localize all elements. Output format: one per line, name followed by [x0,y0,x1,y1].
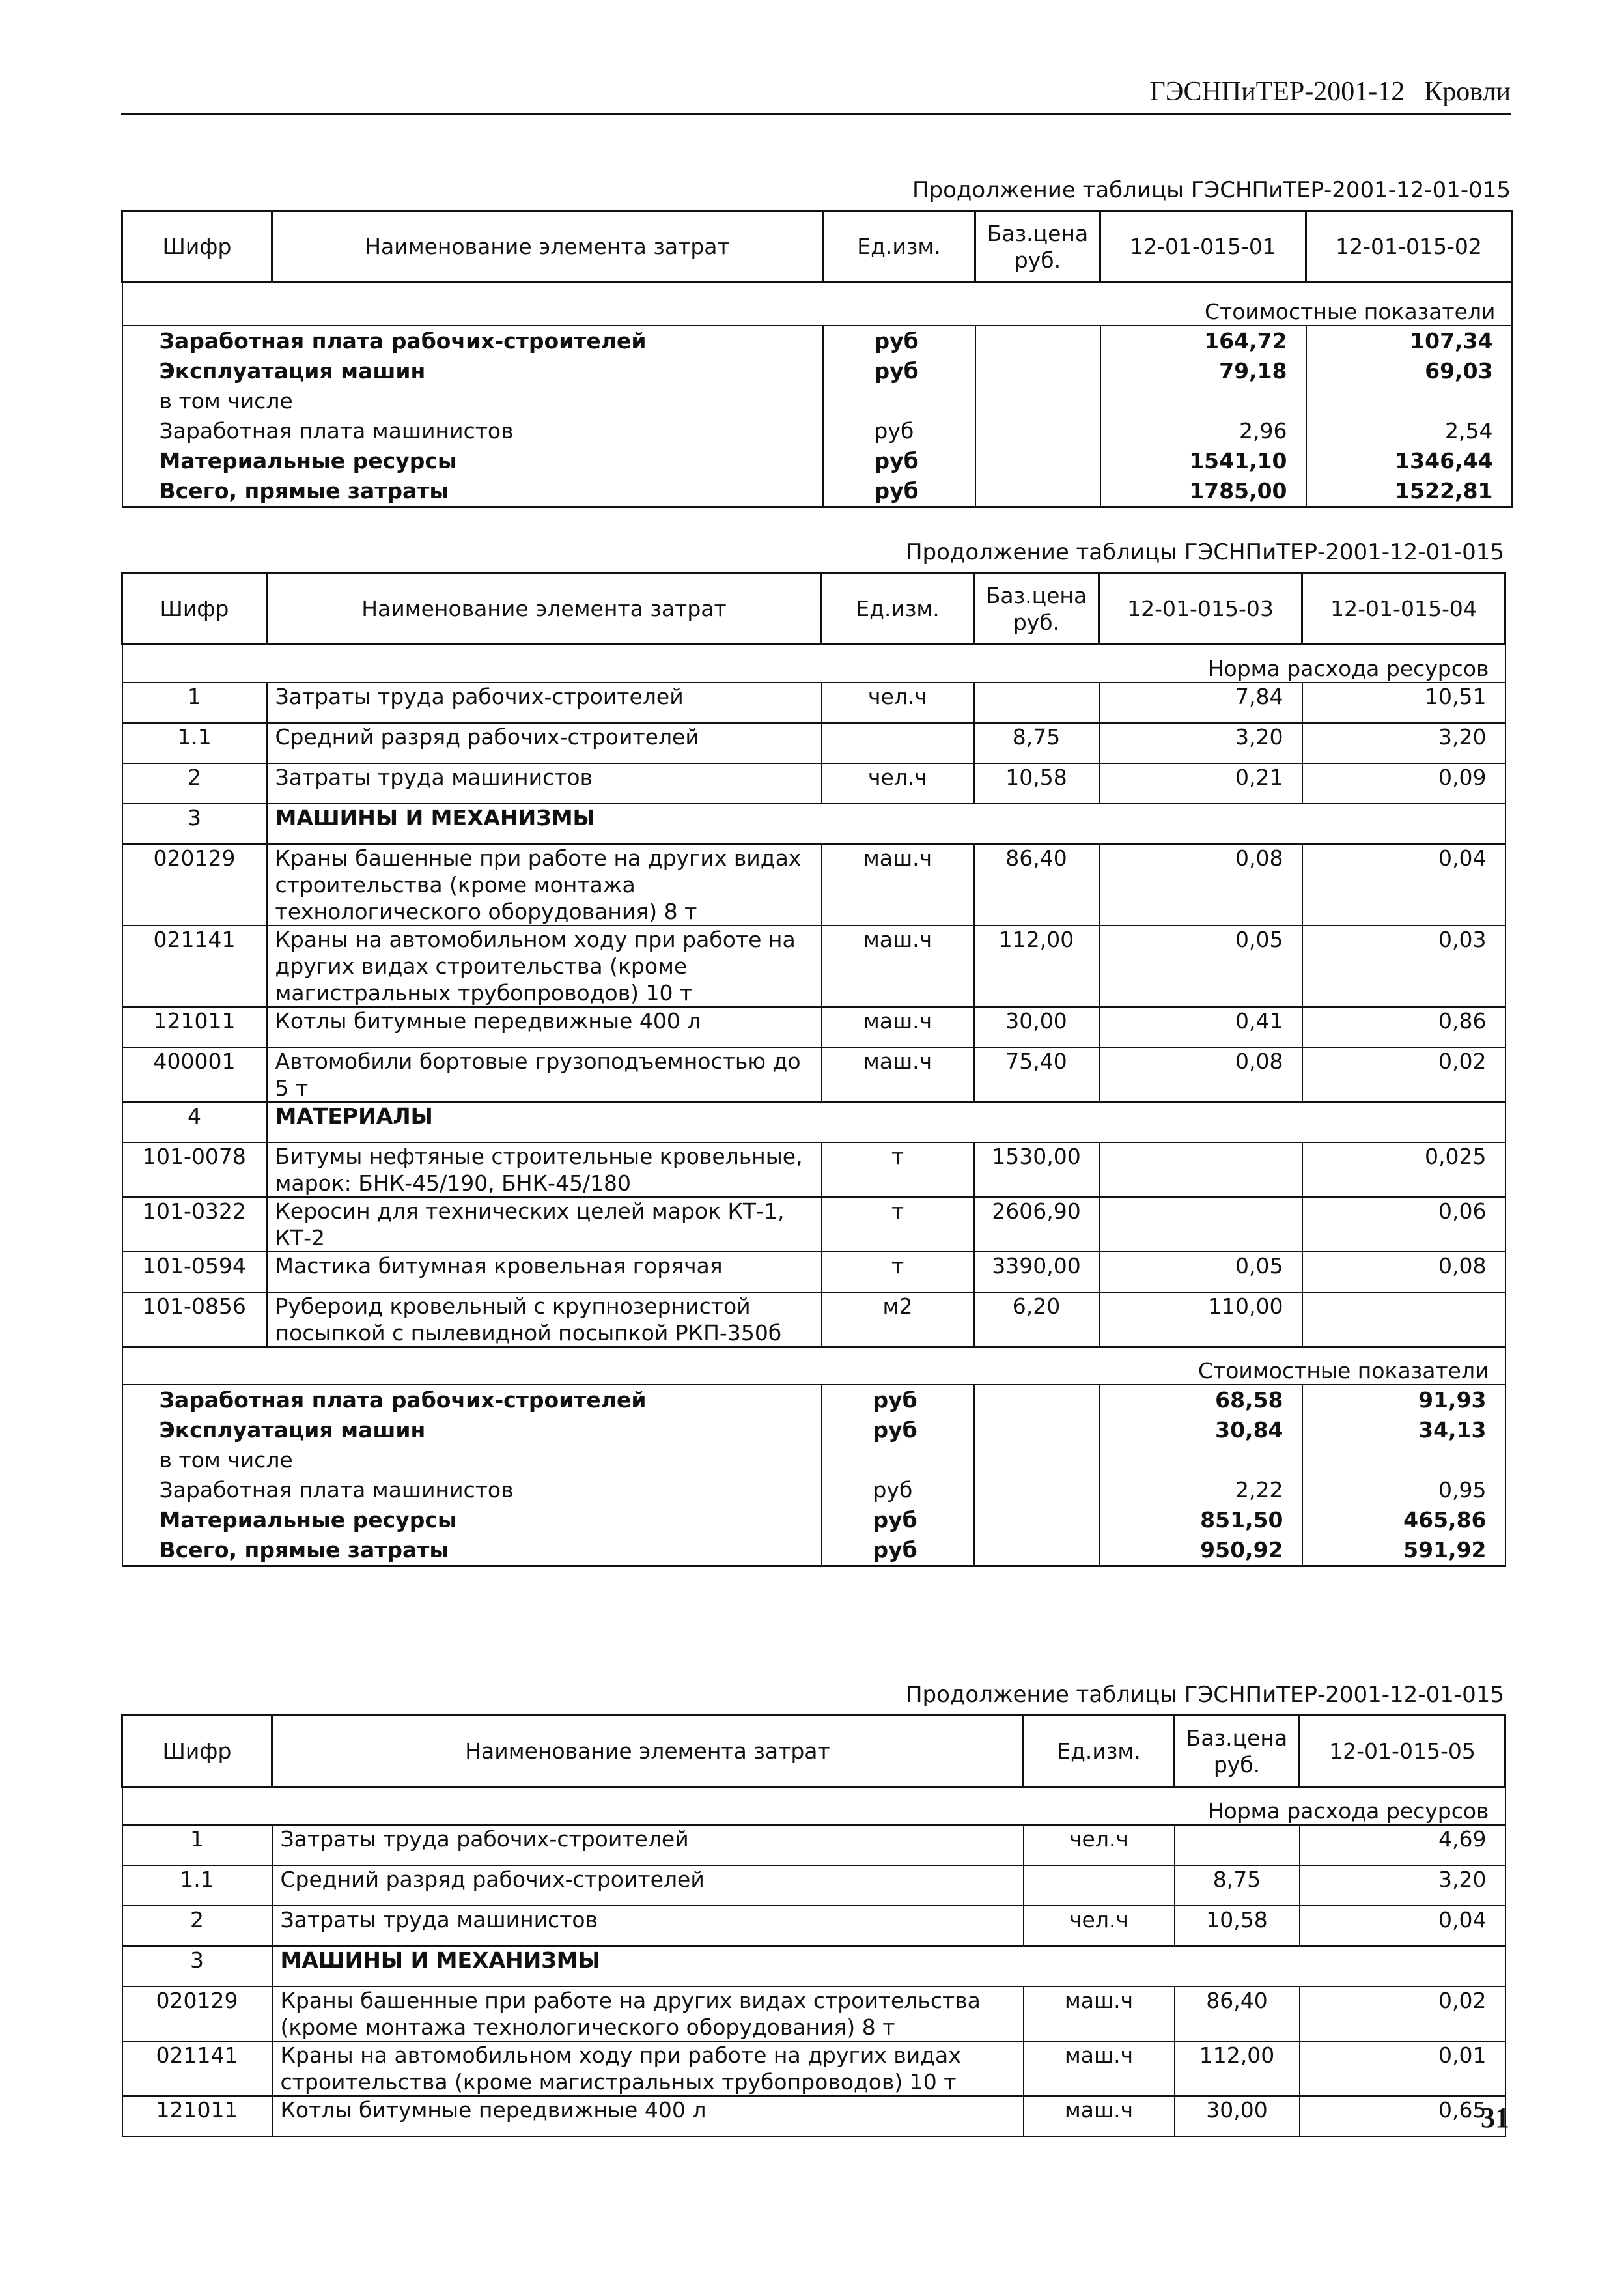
row-name: Краны башенные при работе на других видах строительства (кроме монтажа технологического оборудования) 8 т [267,844,822,926]
row-price: 86,40 [1175,1986,1300,2041]
cost-row-incl [122,386,1512,416]
row-code: 121011 [122,2096,272,2136]
cost-row-incl [122,1445,1505,1475]
table-row [122,1946,1505,1986]
row-price: 8,75 [1175,1865,1300,1906]
cost-value-a: 851,50 [1099,1505,1302,1535]
cost-label: Всего, прямые затраты [122,1535,822,1566]
table-row [122,1047,1505,1102]
cost-unit [823,386,975,416]
row-value-a: 110,00 [1099,1292,1302,1347]
cost-value-b: 1346,44 [1306,446,1512,476]
cost-value-a: 79,18 [1100,356,1306,386]
row-price: 2606,90 [974,1197,1099,1252]
cost-row-total [122,476,1512,507]
table2-continuation-caption: Продолжение таблицы ГЭСНПиТЕР-2001-12-01-015 [905,539,1504,565]
row-code: 021141 [122,926,267,1007]
row-value-a: 3,20 [1099,723,1302,763]
row-name: Автомобили бортовые грузоподъемностью до 5 т [267,1047,822,1102]
row-name: Затраты труда рабочих-строителей [267,683,822,723]
cost-label: Эксплуатация машин [122,356,823,386]
row-code: 1 [122,1825,272,1865]
cost-row-mach-wage [122,1475,1505,1505]
row-value-b: 0,06 [1302,1197,1505,1252]
cost-price-empty [975,446,1100,476]
table2-costs [122,1385,1505,1566]
cost-label: Заработная плата машинистов [122,1475,822,1505]
table-row [122,1825,1505,1865]
row-value-a: 7,84 [1099,683,1302,723]
row-value-b: 3,20 [1302,723,1505,763]
col-name-header: Наименование элемента затрат [272,211,823,283]
cost-label: Эксплуатация машин [122,1415,822,1445]
norm-band-label: Норма расхода ресурсов [122,645,1505,683]
row-code: 400001 [122,1047,267,1102]
col-name-header: Наименование элемента затрат [272,1716,1024,1787]
cost-value-b [1302,1445,1505,1475]
row-price: 8,75 [974,723,1099,763]
table1-costs [122,326,1512,507]
cost-unit [822,1445,974,1475]
cost-band-label: Стоимостные показатели [122,283,1512,326]
row-value-a: 0,02 [1300,1986,1505,2041]
row-price: 6,20 [974,1292,1099,1347]
cost-price-empty [975,386,1100,416]
row-code: 101-0322 [122,1197,267,1252]
norm-band-label: Норма расхода ресурсов [122,1787,1505,1825]
table-row [122,1865,1505,1906]
running-header [121,70,1511,115]
table3-continuation-caption: Продолжение таблицы ГЭСНПиТЕР-2001-12-01-015 [905,1682,1504,1708]
row-value-a [1099,1142,1302,1197]
row-name: Мастика битумная кровельная горячая [267,1252,822,1292]
table2 [121,572,1506,1567]
row-value-b: 10,51 [1302,683,1505,723]
table3 [121,1714,1506,2137]
cost-value-a: 68,58 [1099,1385,1302,1415]
row-value-a: 0,05 [1099,926,1302,1007]
row-price [1175,1825,1300,1865]
row-unit: т [822,1197,974,1252]
cost-unit: руб [822,1475,974,1505]
row-value-a: 0,21 [1099,763,1302,804]
row-code: 020129 [122,1986,272,2041]
cost-label: Заработная плата рабочих-строителей [122,1385,822,1415]
cost-price-empty [974,1385,1099,1415]
cost-unit: руб [823,446,975,476]
cost-value-b: 1522,81 [1306,476,1512,507]
row-price: 75,40 [974,1047,1099,1102]
cost-label: Материальные ресурсы [122,446,823,476]
cost-label: Заработная плата машинистов [122,416,823,446]
row-price: 30,00 [1175,2096,1300,2136]
table3-rows [122,1825,1505,2136]
row-value-a [1099,1197,1302,1252]
cost-unit: руб [822,1415,974,1445]
row-code: 2 [122,1906,272,1946]
table-row [122,926,1505,1007]
row-price: 30,00 [974,1007,1099,1047]
col-price-header: Баз.цена руб. [974,573,1099,645]
cost-label: Заработная плата рабочих-строителей [122,326,823,356]
cost-price-empty [974,1535,1099,1566]
section-title: МАТЕРИАЛЫ [267,1102,1505,1142]
row-value-b: 0,09 [1302,763,1505,804]
cost-unit: руб [823,356,975,386]
row-value-a: 3,20 [1300,1865,1505,1906]
cost-row-total [122,1535,1505,1566]
col-name-header: Наименование элемента затрат [267,573,822,645]
table1 [121,210,1513,508]
col-code-header: Шифр [122,211,272,283]
row-unit: маш.ч [1024,2041,1175,2096]
row-name: Затраты труда рабочих-строителей [272,1825,1024,1865]
row-code: 1.1 [122,723,267,763]
row-value-a: 0,65 [1300,2096,1505,2136]
cost-row-wage [122,1385,1505,1415]
row-code: 3 [122,804,267,844]
row-value-a: 0,04 [1300,1906,1505,1946]
row-unit [822,723,974,763]
row-unit: т [822,1142,974,1197]
row-value-a: 0,08 [1099,844,1302,926]
row-value-b [1302,1292,1505,1347]
header-section: Кровли [1424,77,1511,107]
row-code: 101-0856 [122,1292,267,1347]
row-name: Котлы битумные передвижные 400 л [267,1007,822,1047]
cost-price-empty [974,1415,1099,1445]
cost-value-a: 30,84 [1099,1415,1302,1445]
cost-value-a: 2,22 [1099,1475,1302,1505]
table-row [122,1102,1505,1142]
table-row [122,1007,1505,1047]
row-code: 021141 [122,2041,272,2096]
row-value-a: 4,69 [1300,1825,1505,1865]
col-price-header: Баз.цена руб. [975,211,1100,283]
row-value-b: 0,03 [1302,926,1505,1007]
cost-value-b: 2,54 [1306,416,1512,446]
row-unit: чел.ч [1024,1906,1175,1946]
row-name: Котлы битумные передвижные 400 л [272,2096,1024,2136]
page-number: 31 [1481,2102,1509,2134]
cost-value-b: 0,95 [1302,1475,1505,1505]
header-code: ГЭСНПиТЕР-2001-12 [1149,77,1405,107]
row-code: 121011 [122,1007,267,1047]
row-code: 020129 [122,844,267,926]
col-a-header: 12-01-015-01 [1100,211,1306,283]
cost-unit: руб [822,1385,974,1415]
cost-value-b: 34,13 [1302,1415,1505,1445]
col-code-header: Шифр [122,1716,272,1787]
cost-unit: руб [822,1535,974,1566]
row-unit: м2 [822,1292,974,1347]
cost-unit: руб [823,416,975,446]
row-code: 3 [122,1946,272,1986]
row-value-b: 0,02 [1302,1047,1505,1102]
cost-value-a: 164,72 [1100,326,1306,356]
cost-unit: руб [823,326,975,356]
cost-row-wage [122,326,1512,356]
table-row [122,2096,1505,2136]
cost-price-empty [975,356,1100,386]
table-row [122,804,1505,844]
cost-label: в том числе [122,1445,822,1475]
cost-row-machines [122,356,1512,386]
cost-value-a: 1785,00 [1100,476,1306,507]
table-row [122,1142,1505,1197]
row-name: Рубероид кровельный с крупнозернистой посыпкой с пылевидной посыпкой РКП-350б [267,1292,822,1347]
section-title: МАШИНЫ И МЕХАНИЗМЫ [267,804,1505,844]
cost-row-mach-wage [122,416,1512,446]
row-price: 10,58 [1175,1906,1300,1946]
row-unit: маш.ч [822,1007,974,1047]
cost-row-materials [122,446,1512,476]
row-unit: чел.ч [822,683,974,723]
row-value-a: 0,08 [1099,1047,1302,1102]
cost-value-b [1306,386,1512,416]
row-unit: т [822,1252,974,1292]
row-name: Битумы нефтяные строительные кровельные, марок: БНК-45/190, БНК-45/180 [267,1142,822,1197]
cost-value-b: 107,34 [1306,326,1512,356]
table-row [122,2041,1505,2096]
table-row [122,763,1505,804]
row-unit: чел.ч [1024,1825,1175,1865]
table1-continuation-caption: Продолжение таблицы ГЭСНПиТЕР-2001-12-01-015 [912,177,1511,203]
cost-value-b: 91,93 [1302,1385,1505,1415]
row-unit: маш.ч [822,1047,974,1102]
table-row [122,1292,1505,1347]
row-name: Средний разряд рабочих-строителей [267,723,822,763]
row-value-b: 0,04 [1302,844,1505,926]
cost-band-label: Стоимостные показатели [122,1347,1505,1385]
table-row [122,844,1505,926]
cost-value-b: 465,86 [1302,1505,1505,1535]
col-b-header: 12-01-015-02 [1306,211,1512,283]
col-code-header: Шифр [122,573,267,645]
col-price-header: Баз.цена руб. [1175,1716,1300,1787]
row-name: Затраты труда машинистов [267,763,822,804]
row-price: 86,40 [974,844,1099,926]
row-price [974,683,1099,723]
cost-price-empty [975,416,1100,446]
cost-price-empty [974,1445,1099,1475]
col-a-header: 12-01-015-03 [1099,573,1302,645]
row-name: Краны на автомобильном ходу при работе на других видах строительства (кроме магистральных трубопроводов) 10 т [272,2041,1024,2096]
row-price: 112,00 [1175,2041,1300,2096]
row-name: Средний разряд рабочих-строителей [272,1865,1024,1906]
cost-unit: руб [823,476,975,507]
cost-label: в том числе [122,386,823,416]
cost-price-empty [975,476,1100,507]
cost-value-a [1100,386,1306,416]
cost-value-b: 69,03 [1306,356,1512,386]
row-name: Керосин для технических целей марок КТ-1, КТ-2 [267,1197,822,1252]
row-code: 1 [122,683,267,723]
table-row [122,683,1505,723]
col-unit-header: Ед.изм. [1024,1716,1175,1787]
table-row [122,723,1505,763]
row-code: 4 [122,1102,267,1142]
cost-row-machines [122,1415,1505,1445]
table-row [122,1986,1505,2041]
row-code: 101-0078 [122,1142,267,1197]
row-unit: чел.ч [822,763,974,804]
row-unit: маш.ч [822,926,974,1007]
col-a-header: 12-01-015-05 [1300,1716,1505,1787]
cost-unit: руб [822,1505,974,1535]
row-code: 101-0594 [122,1252,267,1292]
cost-row-materials [122,1505,1505,1535]
row-unit [1024,1865,1175,1906]
cost-label: Всего, прямые затраты [122,476,823,507]
row-price: 3390,00 [974,1252,1099,1292]
cost-value-b: 591,92 [1302,1535,1505,1566]
row-value-b: 0,025 [1302,1142,1505,1197]
row-price: 10,58 [974,763,1099,804]
row-name: Затраты труда машинистов [272,1906,1024,1946]
col-unit-header: Ед.изм. [823,211,975,283]
cost-price-empty [974,1505,1099,1535]
row-unit: маш.ч [1024,2096,1175,2136]
col-unit-header: Ед.изм. [822,573,974,645]
section-title: МАШИНЫ И МЕХАНИЗМЫ [272,1946,1505,1986]
row-value-b: 0,86 [1302,1007,1505,1047]
row-value-a: 0,01 [1300,2041,1505,2096]
row-name: Краны на автомобильном ходу при работе на других видах строительства (кроме магистральных трубопроводов) 10 т [267,926,822,1007]
cost-value-a: 1541,10 [1100,446,1306,476]
cost-price-empty [974,1475,1099,1505]
cost-value-a: 2,96 [1100,416,1306,446]
row-price: 1530,00 [974,1142,1099,1197]
cost-value-a [1099,1445,1302,1475]
col-b-header: 12-01-015-04 [1302,573,1505,645]
row-unit: маш.ч [822,844,974,926]
row-unit: маш.ч [1024,1986,1175,2041]
table2-rows [122,683,1505,1347]
table-row [122,1197,1505,1252]
table-row [122,1906,1505,1946]
cost-value-a: 950,92 [1099,1535,1302,1566]
row-code: 2 [122,763,267,804]
table-row [122,1252,1505,1292]
cost-label: Материальные ресурсы [122,1505,822,1535]
row-code: 1.1 [122,1865,272,1906]
row-name: Краны башенные при работе на других видах строительства (кроме монтажа технологического оборудования) 8 т [272,1986,1024,2041]
row-value-b: 0,08 [1302,1252,1505,1292]
row-value-a: 0,41 [1099,1007,1302,1047]
cost-price-empty [975,326,1100,356]
row-price: 112,00 [974,926,1099,1007]
row-value-a: 0,05 [1099,1252,1302,1292]
